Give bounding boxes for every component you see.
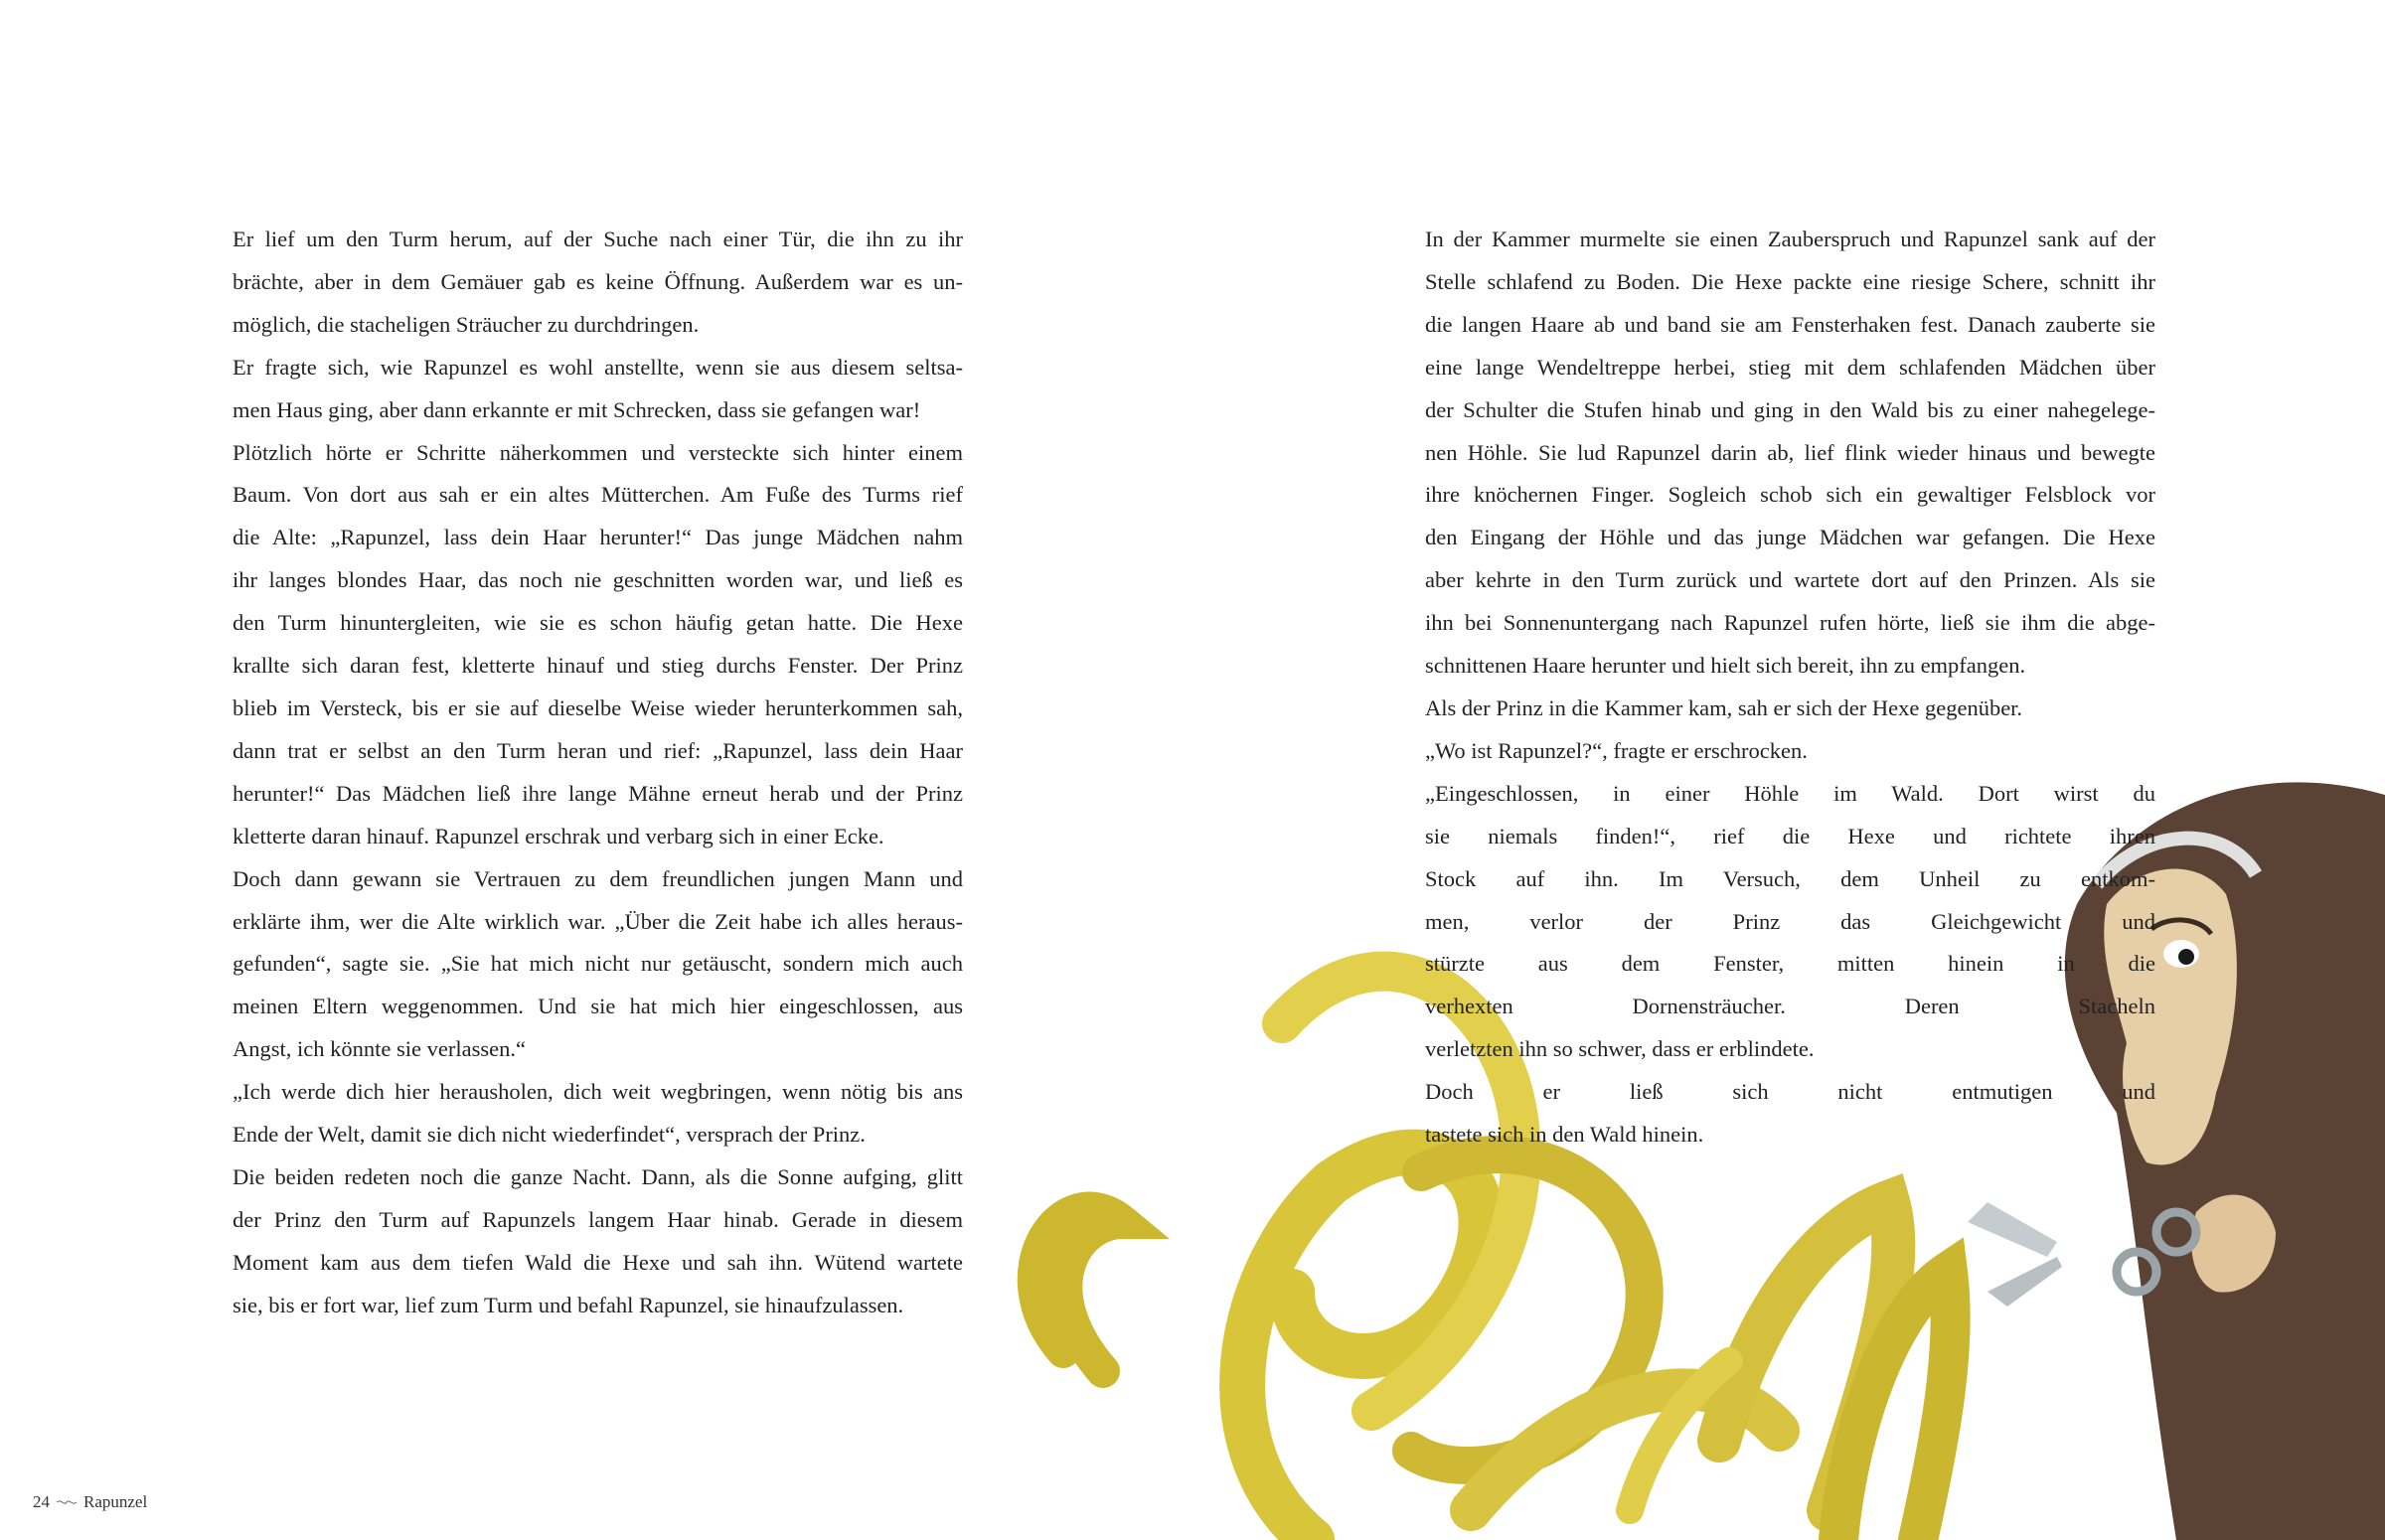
- book-title: Rapunzel: [83, 1492, 148, 1511]
- text-line: nen Höhle. Sie lud Rapunzel darin ab, lief flink wieder hinaus und bewegte: [1425, 439, 2155, 465]
- text-line: „Ich werde dich hier herausholen, dich weit wegbringen, wenn nötig bis ans: [233, 1079, 963, 1105]
- text-line: den Turm hinuntergleiten, wie sie es schon häufig getan hatte. Die Hexe: [233, 610, 963, 636]
- text-line: eine lange Wendeltreppe herbei, stieg mit dem schlafenden Mädchen über: [1425, 354, 2155, 380]
- text-line: sie niemals finden!“, rief die Hexe und richtete ihren: [1425, 823, 2155, 848]
- text-line: In der Kammer murmelte sie einen Zauberspruch und Rapunzel sank auf der: [1425, 227, 2155, 251]
- text-line: stürzte aus dem Fenster, mitten hinein in die: [1425, 951, 2155, 977]
- text-line: Die beiden redeten noch die ganze Nacht. Dann, als die Sonne aufging, glitt: [233, 1163, 963, 1189]
- text-line: Angst, ich könnte sie verlassen.“: [233, 1036, 526, 1062]
- text-line: Ende der Welt, damit sie dich nicht wiederfindet“, versprach der Prinz.: [233, 1122, 866, 1148]
- text-line: Baum. Von dort aus sah er ein altes Mütterchen. Am Fuße des Turms rief: [233, 482, 963, 508]
- text-line: Plötzlich hörte er Schritte näherkommen und versteckte sich hinter einem: [233, 439, 963, 465]
- text-line: gefunden“, sagte sie. „Sie hat mich nicht nur getäuscht, sondern mich auch: [233, 951, 963, 977]
- text-line: „Eingeschlossen, in einer Höhle im Wald. Dort wirst du: [1425, 780, 2155, 806]
- text-line: Er lief um den Turm herum, auf der Suche nach einer Tür, die ihn zu ihr: [233, 227, 963, 251]
- text-line: Er fragte sich, wie Rapunzel es wohl anstellte, wenn sie aus diesem seltsa-: [233, 354, 963, 380]
- ornament-icon: [56, 1498, 78, 1506]
- page-number: 24: [33, 1492, 50, 1511]
- text-line: Moment kam aus dem tiefen Wald die Hexe und sah ihn. Wütend wartete: [233, 1249, 963, 1275]
- text-line: dann trat er selbst an den Turm heran und rief: „Rapunzel, lass dein Haar: [233, 737, 963, 763]
- text-line: aber kehrte in den Turm zurück und wartete dort auf den Prinzen. Als sie: [1425, 567, 2155, 593]
- text-line: Stock auf ihn. Im Versuch, dem Unheil zu entkom-: [1425, 865, 2155, 891]
- text-line: möglich, die stacheligen Sträucher zu durchdringen.: [233, 311, 700, 337]
- right-text-column: [1425, 219, 2155, 1156]
- text-line: ihre knöchernen Finger. Sogleich schob sich ein gewaltiger Felsblock vor: [1425, 482, 2155, 508]
- text-line: der Schulter die Stufen hinab und ging in den Wald bis zu einer nahegelege-: [1425, 396, 2155, 422]
- text-line: Als der Prinz in die Kammer kam, sah er sich der Hexe gegenüber.: [1425, 694, 2023, 720]
- text-line: den Eingang der Höhle und das junge Mädchen war gefangen. Die Hexe: [1425, 525, 2155, 550]
- text-line: die langen Haare ab und band sie am Fensterhaken fest. Danach zauberte sie: [1425, 311, 2155, 337]
- text-line: herunter!“ Das Mädchen ließ ihre lange Mähne erneut herab und der Prinz: [233, 780, 963, 806]
- left-text-column: [233, 219, 963, 1327]
- text-line: verletzten ihn so schwer, dass er erblindete.: [1425, 1036, 1815, 1062]
- text-line: der Prinz den Turm auf Rapunzels langem Haar hinab. Gerade in diesem: [233, 1206, 963, 1232]
- text-line: tastete sich in den Wald hinein.: [1425, 1122, 1704, 1148]
- text-line: Doch dann gewann sie Vertrauen zu dem freundlichen jungen Mann und: [233, 865, 963, 891]
- text-line: brächte, aber in dem Gemäuer gab es keine Öffnung. Außerdem war es un-: [233, 268, 963, 294]
- text-line: schnittenen Haare herunter und hielt sich bereit, ihn zu empfangen.: [1425, 653, 2026, 679]
- text-line: men Haus ging, aber dann erkannte er mit Schrecken, dass sie gefangen war!: [233, 396, 921, 422]
- text-line: verhexten Dornensträucher. Deren Stacheln: [1425, 994, 2155, 1019]
- text-line: meinen Eltern weggenommen. Und sie hat mich hier eingeschlossen, aus: [233, 994, 963, 1019]
- text-line: men, verlor der Prinz das Gleichgewicht und: [1425, 908, 2155, 934]
- text-line: erklärte ihm, wer die Alte wirklich war. „Über die Zeit habe ich alles heraus-: [233, 908, 963, 934]
- page-footer: [33, 1492, 147, 1512]
- text-line: Stelle schlafend zu Boden. Die Hexe packte eine riesige Schere, schnitt ihr: [1425, 268, 2155, 294]
- text-line: kletterte daran hinauf. Rapunzel erschrak und verbarg sich in einer Ecke.: [233, 823, 884, 848]
- text-line: die Alte: „Rapunzel, lass dein Haar herunter!“ Das junge Mädchen nahm: [233, 525, 963, 550]
- text-line: ihn bei Sonnenuntergang nach Rapunzel rufen hörte, ließ sie ihm die abge-: [1425, 610, 2155, 636]
- text-line: krallte sich daran fest, kletterte hinauf und stieg durchs Fenster. Der Prinz: [233, 653, 963, 679]
- text-line: sie, bis er fort war, lief zum Turm und befahl Rapunzel, sie hinaufzulassen.: [233, 1292, 904, 1317]
- text-line: blieb im Versteck, bis er sie auf dieselbe Weise wieder herunterkommen sah,: [233, 694, 963, 720]
- text-line: ihr langes blondes Haar, das noch nie geschnitten worden war, und ließ es: [233, 567, 963, 593]
- text-line: Doch er ließ sich nicht entmutigen und: [1425, 1079, 2155, 1105]
- text-line: „Wo ist Rapunzel?“, fragte er erschrocken.: [1425, 737, 1808, 763]
